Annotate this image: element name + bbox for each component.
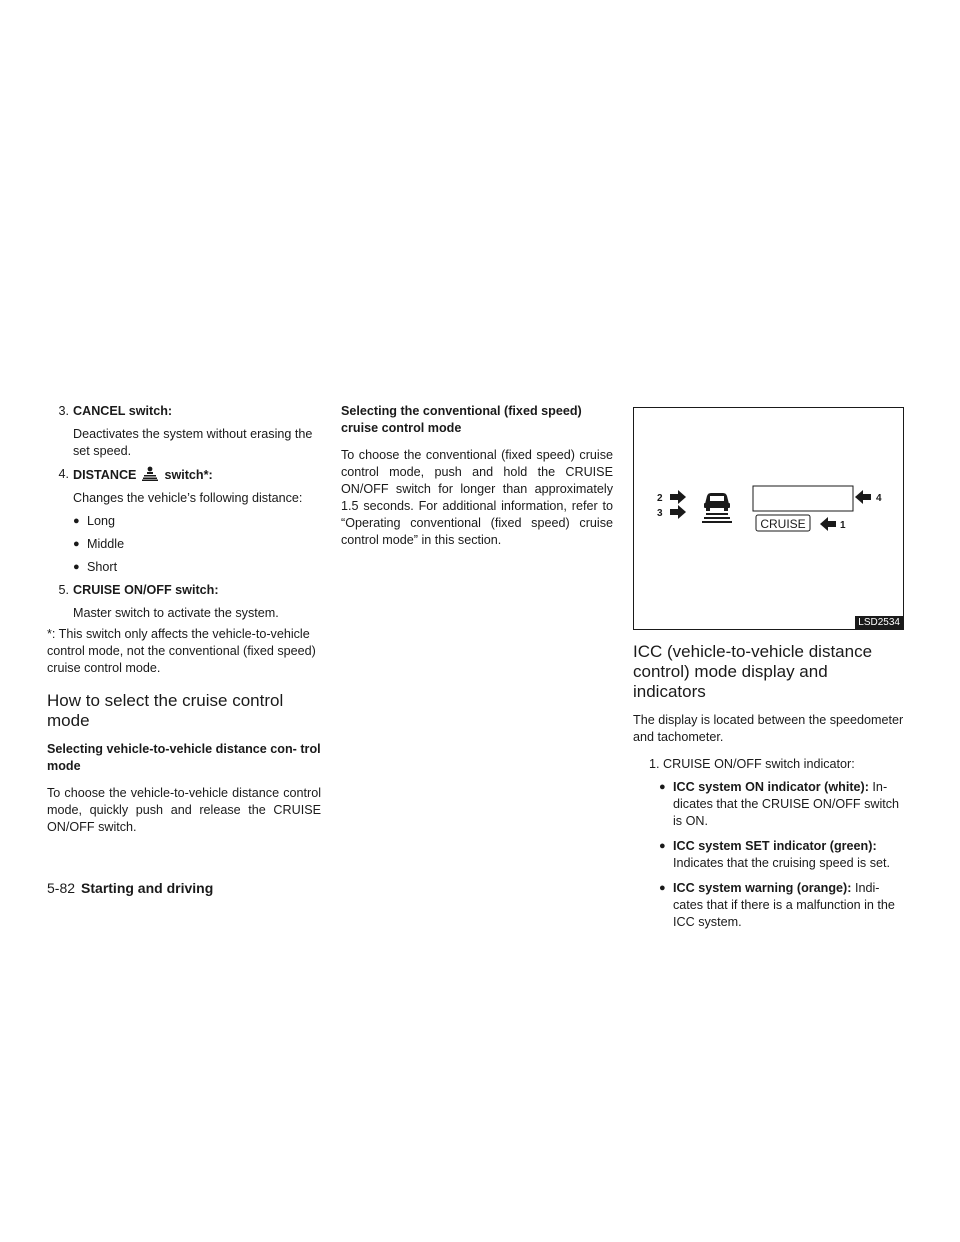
item-description: Changes the vehicle’s following distance: [73,491,303,505]
list-item [633,838,905,872]
message-display-box [753,486,853,511]
page-number: 5-82 [47,880,76,896]
item-heading: CRUISE ON/OFF switch: [73,583,219,597]
callout-label-1: 1 [840,520,846,531]
cruise-indicator-label: CRUISE [760,517,806,531]
bullet-icon: ● [659,882,666,894]
list-item-distance-switch [47,466,321,576]
indicator-name: ICC system SET indicator (green): [673,839,877,853]
list-item-cruise-switch [47,582,321,622]
paragraph: The display is located between the speedometer and tachometer. [633,713,904,744]
page-footer [47,880,213,896]
list-item [633,880,905,931]
display-figure [633,407,904,630]
right-column [633,407,905,939]
bullet-text: Long [87,514,116,528]
list-item [73,559,321,576]
indicator-name: ICC system ON indicator (white): [673,780,869,794]
list-item [73,513,321,530]
list-item [73,536,321,553]
paragraph: To choose the vehicle-to-vehicle distance control mode, quickly push and release the CRUISE ON/OFF switch. [47,786,321,834]
item-number: 5. [58,583,69,597]
arrow-right-icon [670,505,686,519]
bullet-icon: ● [73,561,80,573]
bullet-text: Short [87,560,118,574]
callout-label-4: 4 [876,493,882,504]
list-item-cancel-switch [47,403,321,460]
callout-label-3: 3 [657,508,663,519]
middle-column [341,403,613,559]
indicator-list-heading: 1. CRUISE ON/OFF switch indicator: [649,757,855,771]
arrow-left-icon [855,490,871,504]
distance-icon [142,466,158,481]
paragraph: To choose the conventional (fixed speed) cruise control mode, push and hold the CRUISE ON/OFF switch for longer than approximately 1.5 seconds. For additional information, refer to “Operating conventional (fixed speed) cruise control mode” in this section. [341,448,613,547]
section-heading: How to select the cruise control mode [47,691,284,730]
list-item [633,779,905,830]
item-number: 3. [58,404,69,418]
item-heading [73,466,321,484]
footnote: *: This switch only affects the vehicle-to-vehicle control mode, not the conventional (fixed speed) cruise control mode. [47,627,316,675]
item-description: Master switch to activate the system. [73,606,279,620]
arrow-left-icon [820,517,836,531]
bullet-text: Middle [87,537,125,551]
item-heading: CANCEL switch: [73,404,173,418]
indicator-description: Indicates that the cruising speed is set. [673,856,891,870]
bullet-icon: ● [659,781,666,793]
chapter-title: Starting and driving [81,880,214,896]
section-heading: ICC (vehicle-to-vehicle distance control) mode display and indicators [633,642,873,701]
callout-label-2: 2 [657,493,663,504]
distance-options [73,513,321,576]
bullet-icon: ● [73,515,80,527]
subsection-heading: Selecting vehicle-to-vehicle distance con- trol mode [47,742,321,773]
display-diagram [634,408,905,631]
item-description: Deactivates the system without erasing the set speed. [73,427,313,458]
bullet-icon: ● [73,538,80,550]
vehicle-icon [704,493,730,511]
figure-id: LSD2534 [855,616,903,629]
arrow-right-icon [670,490,686,504]
indicator-description: Indi- cates that if there is a malfunction in the ICC system. [673,881,895,929]
subsection-heading: Selecting the conventional (fixed speed) cruise control mode [341,404,582,435]
distance-bars-icon [702,513,732,523]
item-heading-part: switch*: [164,468,213,482]
item-heading-part: DISTANCE [73,468,137,482]
item-number: 4. [58,467,69,481]
indicator-name: ICC system warning (orange): [673,881,852,895]
left-column [47,403,321,846]
bullet-icon: ● [659,840,666,852]
indicator-description: In- dicates that the CRUISE ON/OFF switch is ON. [673,780,900,828]
